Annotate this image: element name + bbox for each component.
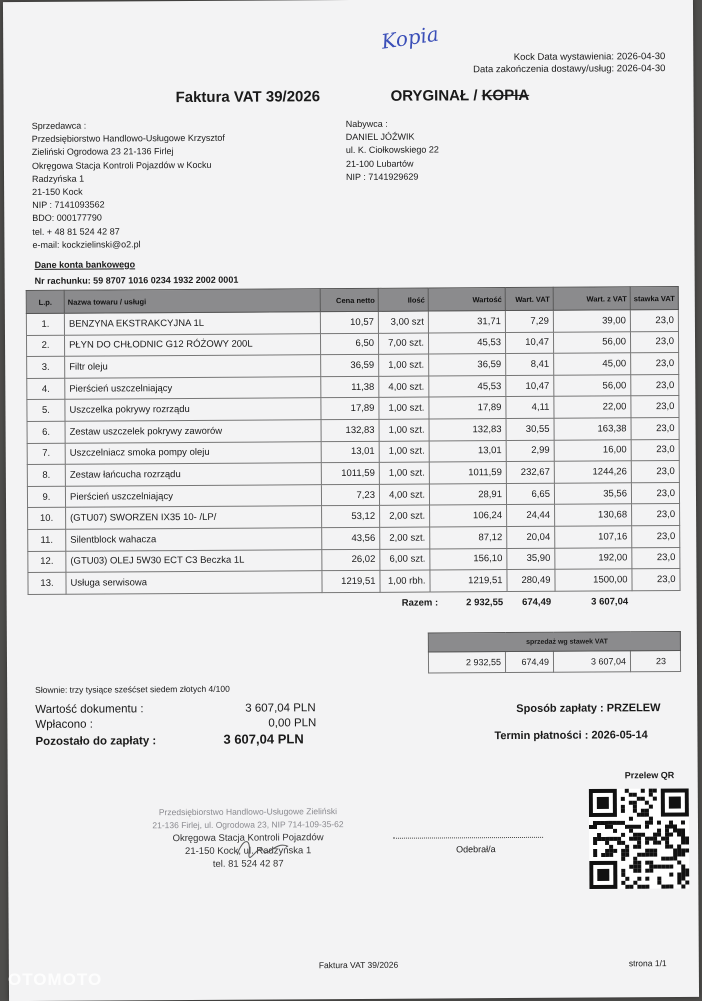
sum-net: 2 932,55 [466, 596, 504, 608]
payment-qr-code [589, 786, 690, 892]
buyer-line: 21-100 Lubartów [345, 158, 414, 169]
table-cell: 23,0 [630, 331, 678, 353]
table-cell: 8,41 [506, 353, 554, 375]
table-cell: 5. [27, 400, 65, 422]
table-cell: 56,00 [554, 375, 631, 397]
table-cell: 23,0 [631, 353, 679, 375]
table-cell: 53,12 [322, 506, 380, 528]
table-cell: 132,83 [321, 419, 379, 441]
table-cell: 20,04 [507, 526, 555, 548]
table-cell: Pierścień uszczelniający [65, 484, 321, 507]
table-cell: 1,00 szt. [379, 397, 429, 419]
table-cell: 10. [28, 508, 66, 530]
table-cell: 1,00 szt. [379, 462, 429, 484]
copy-label: KOPIA [481, 86, 530, 105]
table-cell: (GTU07) SWORZEN IX35 10- /LP/ [66, 506, 322, 529]
original-copy-label [390, 87, 529, 105]
table-cell: 1,00 szt. [379, 354, 429, 376]
table-cell: 6,65 [506, 483, 554, 505]
table-cell: 2,00 szt. [380, 505, 430, 527]
table-cell: 23,0 [631, 374, 679, 396]
qr-label: Przelew QR [624, 770, 675, 781]
table-cell: 4. [27, 378, 65, 400]
table-cell: 23,0 [632, 504, 680, 526]
table-cell: Usługa serwisowa [66, 571, 322, 594]
table-cell: 192,00 [555, 547, 632, 569]
vat-summary-rate: 23 [630, 650, 680, 671]
vat-summary-header: sprzedaż wg stawek VAT [428, 631, 680, 652]
table-cell: 1,00 szt. [379, 441, 429, 463]
table-cell: BENZYNA EKSTRAKCYJNA 1L [64, 312, 320, 335]
sum-label-text: Razem : [401, 596, 439, 609]
payment-deadline: Termin płatności : 2026-05-14 [494, 729, 648, 743]
table-cell: 17,89 [321, 398, 379, 420]
table-cell: 10,47 [506, 375, 554, 397]
table-cell: 1. [26, 313, 64, 335]
table-cell: 16,00 [554, 439, 631, 461]
signature [233, 832, 293, 862]
table-cell: 23,0 [631, 482, 679, 504]
footer-page: strona 1/1 [628, 958, 667, 969]
table-cell: 11,38 [321, 376, 379, 398]
seller-line: e-mail: kockzielinski@o2.pl [32, 239, 141, 250]
table-cell: 45,53 [429, 375, 506, 397]
seller-line: BDO: 000177790 [32, 212, 102, 224]
seller-line: Zieliński Ogrodowa 23 21-136 Firlej [31, 146, 174, 158]
seller-line: Okręgowa Stacja Kontroli Pojazdów w Kocku [31, 159, 212, 171]
handwritten-note: Kopia [379, 21, 441, 54]
table-cell: 45,53 [428, 332, 505, 354]
table-cell: 6,50 [320, 333, 378, 355]
table-cell: 10,47 [505, 332, 553, 354]
sum-label [380, 591, 507, 613]
amount-in-words: Słownie: trzy tysiące sześćset siedem złotych 4/100 [35, 683, 230, 695]
stamp-line-1: Przedsiębiorstwo Handlowo-Usługowe Zieliński [158, 806, 337, 818]
table-cell: 1,00 szt. [379, 419, 429, 441]
invoice-title: Faktura VAT 39/2026 [175, 88, 321, 107]
buyer-line: NIP : 7141929629 [345, 171, 419, 182]
received-label: Odebrał/a [456, 844, 496, 855]
table-cell: 232,67 [506, 461, 554, 483]
column-header: Nazwa towaru / usługi [64, 289, 320, 314]
table-cell: 23,0 [632, 547, 680, 569]
sum-vat: 674,49 [522, 596, 552, 608]
table-cell: 23,0 [632, 525, 680, 547]
stamp-line-5: tel. 81 524 42 87 [212, 858, 284, 870]
table-cell: 13. [28, 572, 66, 594]
table-cell: 7,00 szt. [378, 333, 428, 355]
vat-summary-vat: 674,49 [505, 651, 553, 672]
table-cell: 23,0 [630, 309, 678, 331]
table-cell: 22,00 [554, 396, 631, 418]
seller-line: 21-150 Kock [32, 186, 83, 197]
sum-gross: 3 607,04 [591, 595, 629, 608]
table-cell: 7,29 [505, 310, 553, 332]
table-cell: 4,00 szt. [379, 484, 429, 506]
table-cell: 107,16 [555, 526, 632, 548]
table-cell: Filtr oleju [65, 355, 321, 378]
table-cell: 23,0 [632, 569, 680, 591]
stamp-line-2: 21-136 Firlej, ul. Ogrodowa 23, NIP 714-109-35-62 [152, 819, 344, 831]
table-cell: 1,00 rbh. [380, 570, 430, 592]
table-cell: 24,44 [507, 505, 555, 527]
dates-block [473, 51, 665, 76]
stamp-line-4: 21-150 Kock, ul. Radzyńska 1 [185, 845, 312, 858]
doc-value-label: Wartość dokumentu : [35, 703, 144, 716]
column-header: L.p. [26, 290, 64, 313]
sum-row [28, 590, 680, 615]
table-cell: 2,99 [506, 440, 554, 462]
table-cell: 23,0 [631, 396, 679, 418]
table-cell: 163,38 [554, 418, 631, 440]
vat-summary-table [428, 631, 681, 674]
signature-line [393, 837, 543, 839]
table-cell: 10,57 [320, 311, 378, 333]
seller-line: Przedsiębiorstwo Handlowo-Usługowe Krzysztof [31, 132, 225, 145]
table-cell: 56,00 [553, 331, 630, 353]
table-cell: 23,0 [631, 461, 679, 483]
table-cell: 1500,00 [555, 569, 632, 591]
seller-line: Radzyńska 1 [32, 173, 85, 184]
table-cell: 4,00 szt. [379, 376, 429, 398]
table-cell: 6. [27, 421, 65, 443]
vat-summary-gross: 3 607,04 [553, 651, 630, 672]
table-cell: 1011,59 [429, 462, 506, 484]
column-header: Ilość [378, 288, 428, 311]
buyer-line: ul. K. Ciołkowskiego 22 [345, 144, 439, 156]
seller-line: NIP : 7141093562 [32, 199, 105, 211]
doc-value: 3 607,04 PLN [245, 702, 316, 715]
table-cell: 106,24 [430, 505, 507, 527]
table-cell: 2,00 szt. [380, 527, 430, 549]
payment-method: Sposób zapłaty : PRZELEW [516, 702, 661, 715]
table-cell: 36,59 [429, 354, 506, 376]
table-cell: 280,49 [507, 569, 555, 591]
buyer-heading: Nabywca : [345, 118, 388, 130]
table-cell: 3. [27, 356, 65, 378]
seller-lines [32, 132, 226, 252]
table-cell: 2. [26, 335, 64, 357]
table-cell: Uszczelniacz smoka pompy oleju [65, 441, 321, 464]
table-cell: (GTU03) OLEJ 5W30 ECT C3 Beczka 1L [66, 549, 322, 572]
buyer-block [346, 117, 439, 184]
paid-label: Wpłacono : [35, 718, 93, 731]
table-cell: 130,68 [555, 504, 632, 526]
table-cell: 156,10 [430, 548, 507, 570]
items-table [26, 286, 681, 615]
table-cell: 35,56 [554, 483, 631, 505]
table-cell: 4,11 [506, 397, 554, 419]
table-cell: Uszczelka pokrywy rozrządu [65, 398, 321, 421]
table-cell: 23,0 [631, 417, 679, 439]
footer-doc: Faktura VAT 39/2026 [318, 959, 399, 971]
paid-value: 0,00 PLN [268, 717, 317, 730]
table-cell: 30,55 [506, 418, 554, 440]
table-cell: 23,0 [631, 439, 679, 461]
table-cell: 7,23 [321, 484, 379, 506]
table-cell: Silentblock wahacza [66, 528, 322, 551]
table-cell: 13,01 [429, 440, 506, 462]
table-cell: 7. [27, 443, 65, 465]
table-cell: 11. [28, 529, 66, 551]
bank-heading: Dane konta bankowego [34, 259, 136, 270]
column-header: Wartość [428, 288, 505, 311]
invoice-page [3, 0, 699, 1001]
items-body [26, 309, 680, 594]
table-cell: 31,71 [428, 311, 505, 333]
column-header: stawka VAT [630, 286, 678, 309]
stamp-line-3: Okręgowa Stacja Kontroli Pojazdów [172, 832, 324, 845]
buyer-lines [346, 131, 439, 184]
column-header: Cena netto [320, 288, 378, 311]
table-cell: 87,12 [430, 526, 507, 548]
table-cell: 36,59 [321, 355, 379, 377]
table-cell: 17,89 [429, 397, 506, 419]
table-cell: 8. [27, 464, 65, 486]
table-cell: 3,00 szt [378, 311, 428, 333]
table-cell: 39,00 [553, 310, 630, 332]
due-value: 3 607,04 PLN [223, 731, 304, 747]
table-cell: 43,56 [322, 527, 380, 549]
table-cell: 1011,59 [321, 462, 379, 484]
table-cell: Zestaw uszczelek pokrywy zaworów [65, 420, 321, 443]
table-cell: 28,91 [429, 483, 506, 505]
table-cell: 1244,26 [554, 461, 631, 483]
seller-block [32, 119, 226, 252]
table-cell: 9. [27, 486, 65, 508]
seller-heading: Sprzedawca : [31, 120, 87, 131]
table-cell: 1219,51 [322, 570, 380, 592]
buyer-line: DANIEL JÓŹWIK [345, 131, 415, 143]
column-header: Wart. VAT [505, 287, 553, 310]
issue-date: Kock Data wystawienia: 2026-04-30 [513, 51, 666, 63]
seller-line: tel. + 48 81 524 42 87 [32, 226, 120, 237]
original-label: ORYGINAŁ / [390, 87, 482, 105]
table-cell: Zestaw łańcucha rozrządu [65, 463, 321, 486]
bank-account: Nr rachunku: 59 8707 1016 0234 1932 2002 0001 [34, 274, 239, 286]
vat-summary-net: 2 932,55 [428, 652, 505, 673]
table-cell: 13,01 [321, 441, 379, 463]
table-cell: 12. [28, 551, 66, 573]
table-cell: 6,00 szt. [380, 549, 430, 571]
table-cell: Pierścień uszczelniający [65, 376, 321, 399]
column-header: Wart. z VAT [553, 287, 630, 310]
table-cell: 35,90 [507, 548, 555, 570]
table-cell: 26,02 [322, 549, 380, 571]
due-label: Pozostało do zapłaty : [35, 735, 157, 748]
table-cell: 132,83 [429, 419, 506, 441]
table-cell: 45,00 [554, 353, 631, 375]
table-cell: PŁYN DO CHŁODNIC G12 RÓŻOWY 200L [64, 333, 320, 356]
delivery-date: Data zakończenia dostawy/usług: 2026-04-30 [473, 63, 666, 76]
table-cell: 1219,51 [430, 570, 507, 592]
otomoto-watermark: OTOMOTO [8, 970, 103, 989]
